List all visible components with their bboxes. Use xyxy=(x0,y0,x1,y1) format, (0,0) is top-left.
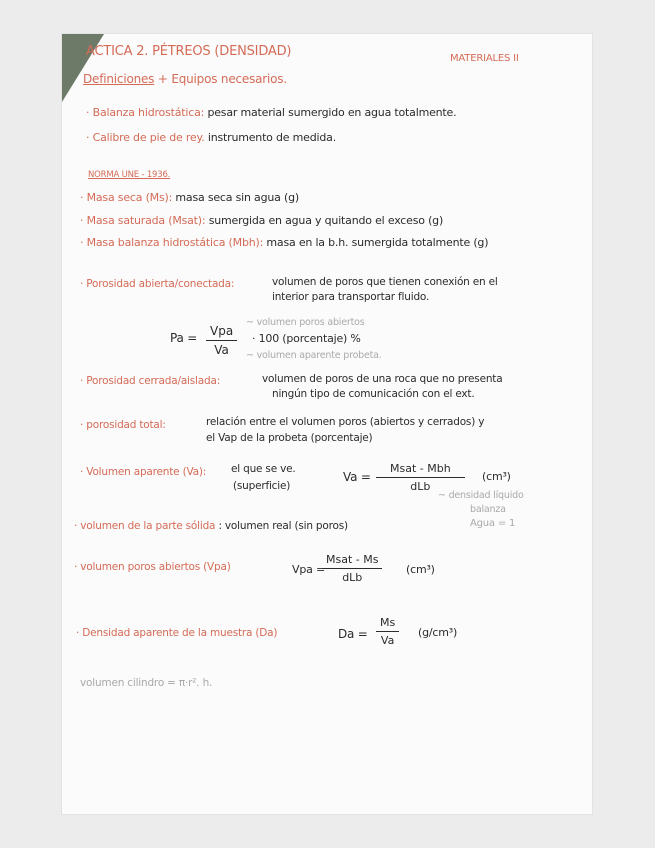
formula-pa-fraction xyxy=(206,324,237,357)
formula-da-fraction xyxy=(376,616,399,647)
formula-da-num: Ms xyxy=(380,616,396,629)
formula-pa-tail: · 100 (porcentaje) % xyxy=(252,332,361,345)
equipment-term: Calibre de pie de rey. xyxy=(92,131,205,144)
term-label: Densidad aparente de la muestra (Da) xyxy=(82,627,278,639)
formula-pa-note-bottom: ~ volumen aparente probeta. xyxy=(246,350,382,361)
cylinder-volume-note: volumen cilindro = π·r². h. xyxy=(80,677,213,689)
equipment-item: · Calibre de pie de rey. instrumento de medida. xyxy=(86,131,336,144)
page-title: ACTICA 2. PÉTREOS (DENSIDAD) xyxy=(86,44,292,59)
formula-va-note3: Agua = 1 xyxy=(470,518,516,529)
volumen-aparente-line1: el que se ve. xyxy=(231,463,296,475)
volumen-aparente-line2: (superficie) xyxy=(233,480,291,492)
term-label: porosidad total: xyxy=(86,419,166,431)
porosidad-cerrada-line1: volumen de poros de una roca que no presenta xyxy=(262,373,503,385)
term-desc: : volumen real (sin poros) xyxy=(218,520,348,532)
formula-va-unit: (cm³) xyxy=(482,470,511,483)
term-label: volumen de la parte sólida xyxy=(80,520,216,532)
formula-va-den: dLb xyxy=(410,480,431,493)
porosidad-abierta-line1: volumen de poros que tienen conexión en el xyxy=(272,276,498,288)
term-label: Porosidad cerrada/aislada: xyxy=(86,375,221,387)
mass-item: · Masa seca (Ms): masa seca sin agua (g) xyxy=(80,191,299,204)
formula-pa-den: Va xyxy=(214,343,229,357)
formula-va-note2: balanza xyxy=(470,504,506,515)
formula-da-den: Va xyxy=(380,634,395,647)
porosidad-cerrada-term: · Porosidad cerrada/aislada: xyxy=(80,375,221,387)
porosidad-abierta-line2: interior para transportar fluido. xyxy=(272,291,430,303)
subtitle-definitions: Definiciones xyxy=(83,72,155,86)
porosidad-total-line1: relación entre el volumen poros (abiertos y cerrados) y xyxy=(206,416,485,428)
mass-item: · Masa saturada (Msat): sumergida en agua y quitando el exceso (g) xyxy=(80,214,444,227)
porosidad-total-line2: el Vap de la probeta (porcentaje) xyxy=(206,432,373,444)
formula-va-note1: ~ densidad líquido xyxy=(438,490,524,501)
formula-vpa-fraction xyxy=(322,553,382,584)
formula-va-fraction xyxy=(376,462,465,493)
equipment-desc: instrumento de medida. xyxy=(207,131,336,144)
mass-term: Masa seca (Ms): xyxy=(86,191,173,204)
parte-solida-item: · volumen de la parte sólida : volumen real (sin poros) xyxy=(74,520,348,532)
mass-desc: masa seca sin agua (g) xyxy=(175,191,299,204)
formula-da-lhs: Da = xyxy=(338,627,368,641)
equipment-item: · Balanza hidrostática: pesar material sumergido en agua totalmente. xyxy=(86,106,457,119)
subtitle xyxy=(83,72,287,86)
term-label: Porosidad abierta/conectada: xyxy=(86,278,235,290)
porosidad-abierta-term: · Porosidad abierta/conectada: xyxy=(80,278,235,290)
mass-item: · Masa balanza hidrostática (Mbh): masa en la b.h. sumergida totalmente (g) xyxy=(80,236,489,249)
norma-heading: NORMA UNE - 1936. xyxy=(88,170,171,180)
mass-desc: masa en la b.h. sumergida totalmente (g) xyxy=(266,236,489,249)
formula-vpa-den: dLb xyxy=(342,571,363,584)
subtitle-equipment: + Equipos necesarios. xyxy=(157,72,287,86)
formula-pa-num: Vpa xyxy=(210,324,234,338)
formula-vpa-unit: (cm³) xyxy=(406,563,435,576)
formula-da-unit: (g/cm³) xyxy=(418,626,458,639)
formula-va-lhs: Va = xyxy=(343,470,371,484)
volumen-poros-term: · volumen poros abiertos (Vpa) xyxy=(74,561,231,573)
densidad-term: · Densidad aparente de la muestra (Da) xyxy=(76,627,278,639)
term-label: Volumen aparente (Va): xyxy=(86,466,207,478)
mass-term: Masa balanza hidrostática (Mbh): xyxy=(86,236,264,249)
formula-pa-note-top: ~ volumen poros abiertos xyxy=(246,317,365,328)
porosidad-cerrada-line2: ningún tipo de comunicación con el ext. xyxy=(272,388,475,400)
formula-vpa-num: Msat - Ms xyxy=(326,553,379,566)
term-label: volumen poros abiertos (Vpa) xyxy=(80,561,231,573)
equipment-desc: pesar material sumergido en agua totalmente. xyxy=(207,106,457,119)
course-label: MATERIALES II xyxy=(450,53,519,64)
equipment-term: Balanza hidrostática: xyxy=(92,106,205,119)
formula-va-num: Msat - Mbh xyxy=(390,462,451,475)
mass-desc: sumergida en agua y quitando el exceso (g) xyxy=(208,214,444,227)
volumen-aparente-term: · Volumen aparente (Va): xyxy=(80,466,207,478)
mass-term: Masa saturada (Msat): xyxy=(86,214,206,227)
formula-pa-lhs: Pa = xyxy=(170,331,198,345)
formula-vpa-lhs: Vpa = xyxy=(292,563,325,576)
porosidad-total-term: · porosidad total: xyxy=(80,419,166,431)
